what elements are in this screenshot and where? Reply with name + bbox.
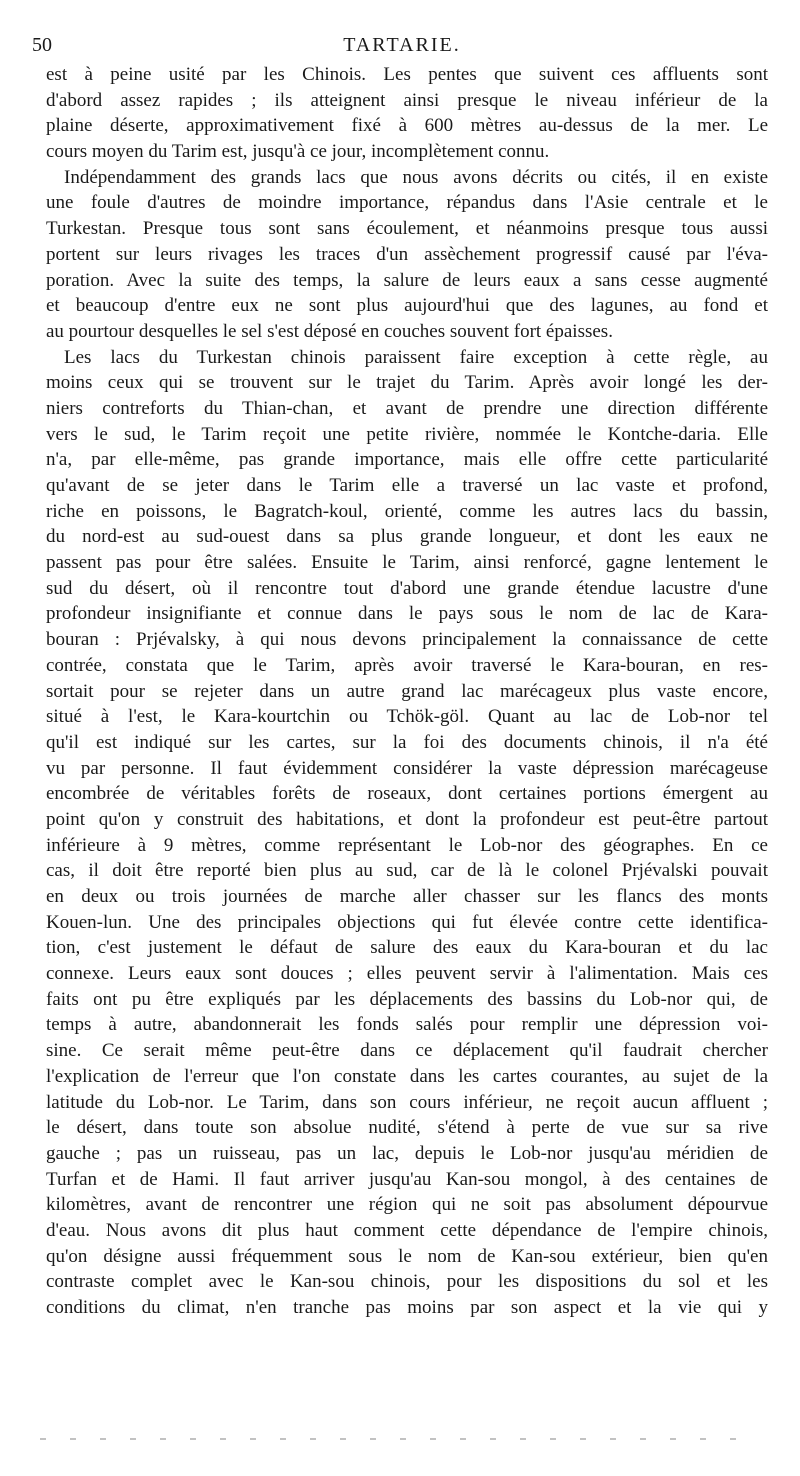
text-line: au pourtour desquelles le sel s'est déposé en couches souvent fort épaisses. xyxy=(46,320,613,342)
text-line: temps à autre, abandonnerait les fonds salés pour remplir une dépression voi- xyxy=(46,1014,768,1036)
text-line: sortait pour se rejeter dans un autre grand lac marécageux plus vaste encore, xyxy=(46,680,768,702)
text-line: riche en poissons, le Bagratch-koul, orienté, comme les autres lacs du bassin, xyxy=(46,500,768,522)
text-line: bouran : Prjévalsky, à qui nous devons principalement la connaissance de cette xyxy=(46,629,768,651)
text-line: l'explication de l'erreur que l'on constate dans les cartes courantes, au sujet de la xyxy=(46,1065,768,1087)
text-line: d'eau. Nous avons dit plus haut comment cette dépendance de l'empire chinois, xyxy=(46,1219,768,1241)
text-line: en deux ou trois journées de marche aller chasser sur les flancs des monts xyxy=(46,886,768,907)
page-header xyxy=(32,30,772,60)
body-text xyxy=(46,62,768,1321)
text-line: passent pas pour être salées. Ensuite le Tarim, ainsi renforcé, gagne lentement le xyxy=(46,552,768,574)
text-line: cours moyen du Tarim est, jusqu'à ce jour, incomplètement connu. xyxy=(46,141,550,163)
text-line: Turfan et de Hami. Il faut arriver jusqu'au Kan-sou mongol, à des centaines de xyxy=(46,1168,768,1190)
text-line: vers le sud, le Tarim reçoit une petite rivière, nommée le Kontche-daria. Elle xyxy=(46,423,768,445)
text-line: qu'il est indiqué sur les cartes, sur la foi des documents chinois, il n'a été xyxy=(46,731,768,753)
text-line: sine. Ce serait même peut-être dans ce déplacement qu'il faudrait chercher xyxy=(46,1040,768,1062)
text-line: vu par personne. Il faut évidemment considérer la vaste dépression marécageuse xyxy=(46,757,768,779)
text-line: contraste complet avec le Kan-sou chinois, pour les dispositions du sol et les xyxy=(46,1271,768,1293)
text-line: d'abord assez rapides ; ils atteignent ainsi presque le niveau inférieur de la xyxy=(46,89,768,111)
text-line: une foule d'autres de moindre importance, répandus dans l'Asie centrale et le xyxy=(46,192,768,214)
text-line: faits ont pu être expliqués par les déplacements des bassins du Lob-nor qui, de xyxy=(46,988,768,1010)
text-line: plaine déserte, approximativement fixé à 600 mètres au-dessus de la mer. Le xyxy=(46,115,768,137)
text-line: conditions du climat, n'en tranche pas moins par son aspect et la vie qui y xyxy=(46,1297,768,1318)
text-line: contrée, constata que le Tarim, après avoir traversé le Kara-bouran, en res- xyxy=(46,654,768,676)
text-line: tion, c'est justement le défaut de salure des eaux du Kara-bouran et du lac xyxy=(46,937,768,959)
text-line: niers contreforts du Thian-chan, et avant de prendre une direction différente xyxy=(46,397,768,419)
text-line: kilomètres, avant de rencontrer une région qui ne soit pas absolument dépourvue xyxy=(46,1194,768,1216)
text-line: poration. Avec la suite des temps, la salure de leurs eaux a sans cesse augmenté xyxy=(46,269,768,291)
text-line: Turkestan. Presque tous sont sans écoulement, et néanmoins presque tous aussi xyxy=(46,218,768,240)
text-line: latitude du Lob-nor. Le Tarim, dans son cours inférieur, ne reçoit aucun affluent ; xyxy=(46,1091,768,1113)
text-line: Kouen-lun. Une des principales objections qui fut élevée contre cette identifica- xyxy=(46,911,768,933)
text-line: et beaucoup d'entre eux ne sont plus aujourd'hui que des lagunes, au fond et xyxy=(46,295,768,317)
footer-rule xyxy=(40,1438,760,1440)
text-line: sud du désert, où il rencontre tout d'abord une grande étendue lacustre d'une xyxy=(46,577,768,599)
text-line: connexe. Leurs eaux sont douces ; elles peuvent servir à l'alimentation. Mais ces xyxy=(46,963,768,985)
text-line: encombrée de véritables forêts de roseaux, dont certaines portions émergent au xyxy=(46,783,768,805)
text-line: le désert, dans toute son absolue nudité, s'étend à perte de vue sur sa rive xyxy=(46,1117,768,1139)
text-line: n'a, par elle-même, pas grande importance, mais elle offre cette particularité xyxy=(46,449,768,471)
text-line: qu'on désigne aussi fréquemment sous le nom de Kan-sou extérieur, bien qu'en xyxy=(46,1245,768,1267)
text-line: point qu'on y construit des habitations, et dont la profondeur est peut-être partout xyxy=(46,808,768,830)
text-line: qu'avant de se jeter dans le Tarim elle a traversé un lac vaste et profond, xyxy=(46,475,768,496)
text-line: Les lacs du Turkestan chinois paraissent faire exception à cette règle, au xyxy=(64,346,768,368)
text-line: Indépendamment des grands lacs que nous avons décrits ou cités, il en existe xyxy=(64,166,768,188)
text-line: gauche ; pas un ruisseau, pas un lac, depuis le Lob-nor jusqu'au méridien de xyxy=(46,1142,768,1164)
running-title: TARTARIE. xyxy=(343,34,461,56)
text-line: cas, il doit être reporté bien plus au sud, car de là le colonel Prjévalski pouvait xyxy=(46,860,768,882)
text-line: situé à l'est, le Kara-kourtchin ou Tchök-göl. Quant au lac de Lob-nor tel xyxy=(46,706,768,728)
text-line: portent sur leurs rivages les traces d'un assèchement progressif causé par l'éva- xyxy=(46,243,768,265)
text-line: moins ceux qui se trouvent sur le trajet du Tarim. Après avoir longé les der- xyxy=(46,372,768,394)
text-line: du nord-est au sud-ouest dans sa plus grande longueur, et dont les eaux ne xyxy=(46,526,768,548)
text-line: inférieure à 9 mètres, comme représentant le Lob-nor des géographes. En ce xyxy=(46,834,768,856)
page-number: 50 xyxy=(32,34,52,56)
text-line: profondeur insignifiante et connue dans le pays sous le nom de lac de Kara- xyxy=(46,603,768,625)
text-line: est à peine usité par les Chinois. Les pentes que suivent ces affluents sont xyxy=(46,64,768,85)
